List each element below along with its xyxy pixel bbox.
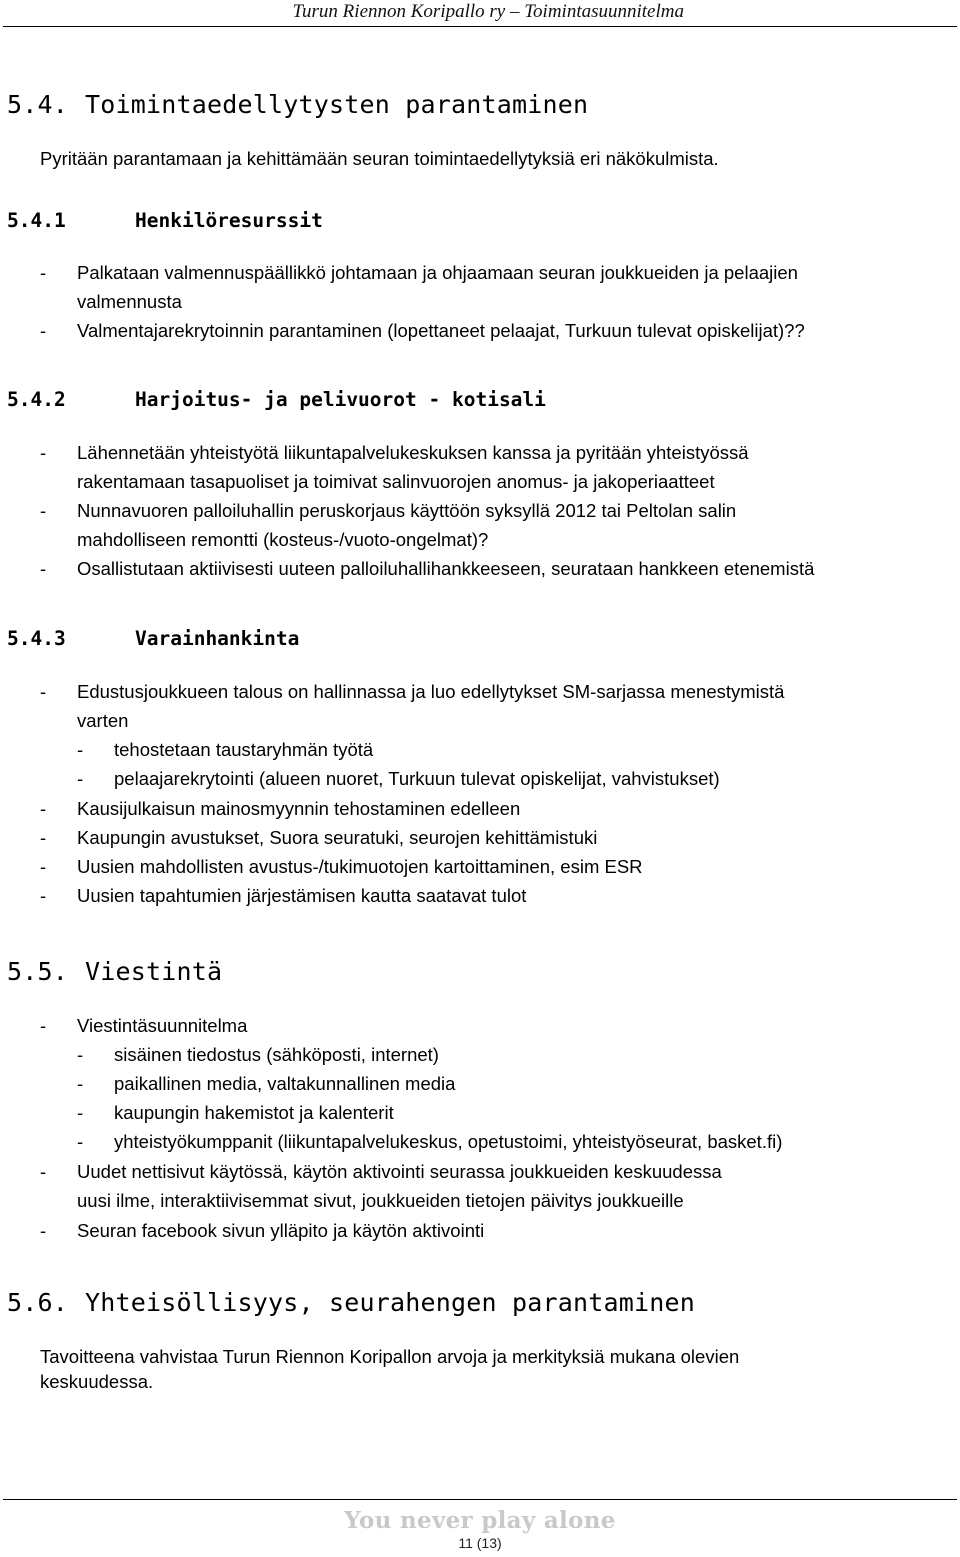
list-item-text: Uusien tapahtumien järjestämisen kautta saatavat tulot — [77, 885, 527, 906]
header-divider — [3, 26, 957, 27]
list-item-text: Palkataan valmennuspäällikkö johtamaan ja ohjaamaan seuran joukkueiden ja pelaajien — [77, 262, 798, 283]
list-item-text: Lähennetään yhteistyötä liikuntapalvelukeskuksen kanssa ja pyritään yhteistyössä — [77, 442, 749, 463]
section-number: 5.4.3 — [7, 627, 66, 650]
list-item-text: kaupungin hakemistot ja kalenterit — [114, 1102, 394, 1123]
section-heading-5-4-2 — [7, 388, 546, 411]
section-title: Viestintä — [85, 957, 223, 986]
footer-divider — [3, 1499, 957, 1500]
running-header-title: Turun Riennon Koripallo ry – Toimintasuunnitelma — [292, 1, 684, 22]
bullet-dash: - — [40, 442, 47, 463]
section-number: 5.4.2 — [7, 388, 66, 411]
section-number: 5.4. — [7, 90, 69, 119]
bullet-dash: - — [77, 1102, 84, 1123]
bullet-dash: - — [77, 1131, 84, 1152]
bullet-dash: - — [40, 1220, 47, 1241]
list-item-text: Kausijulkaisun mainosmyynnin tehostaminen edelleen — [77, 798, 521, 819]
bullet-dash: - — [40, 320, 47, 341]
page-footer — [0, 1497, 960, 1557]
list-item-text: Valmentajarekrytoinnin parantaminen (lopettaneet pelaajat, Turkuun tulevat opiskelijat)?? — [77, 320, 805, 341]
list-item-text: Viestintäsuunnitelma — [77, 1015, 248, 1036]
list-item-text: varten — [77, 710, 129, 731]
list-item-text: uusi ilme, interaktiivisemmat sivut, joukkueiden tietojen päivitys joukkueille — [77, 1190, 684, 1211]
bullet-dash: - — [40, 798, 47, 819]
bullet-dash: - — [77, 739, 84, 760]
bullet-dash: - — [40, 856, 47, 877]
section-heading-5-4 — [7, 90, 588, 119]
section-heading-5-5 — [7, 957, 222, 986]
section-title: Toimintaedellytysten parantaminen — [85, 90, 589, 119]
page-number: 11 (13) — [458, 1535, 502, 1551]
section-title: Yhteisöllisyys, seurahengen parantaminen — [85, 1288, 696, 1317]
section-title: Varainhankinta — [135, 627, 300, 650]
bullet-dash: - — [77, 768, 84, 789]
list-item-text: sisäinen tiedostus (sähköposti, internet) — [114, 1044, 439, 1065]
list-item-text: Uudet nettisivut käytössä, käytön aktivointi seurassa joukkueiden keskuudessa — [77, 1161, 722, 1182]
list-item-text: rakentamaan tasapuoliset ja toimivat salinvuorojen anomus- ja jakoperiaatteet — [77, 471, 715, 492]
bullet-dash: - — [40, 827, 47, 848]
section-heading-5-4-3 — [7, 627, 299, 650]
section-paragraph: keskuudessa. — [40, 1371, 154, 1392]
list-item-text: Nunnavuoren palloiluhallin peruskorjaus käyttöön syksyllä 2012 tai Peltolan salin — [77, 500, 737, 521]
list-item-text: tehostetaan taustaryhmän työtä — [114, 739, 374, 760]
section-heading-5-4-1 — [7, 209, 323, 232]
section-number: 5.4.1 — [7, 209, 66, 232]
bullet-dash: - — [40, 681, 47, 702]
bullet-dash: - — [40, 262, 47, 283]
section-title: Henkilöresurssit — [135, 209, 323, 232]
running-header — [0, 0, 960, 24]
list-item-text: Uusien mahdollisten avustus-/tukimuotojen kartoittaminen, esim ESR — [77, 856, 643, 877]
bullet-dash: - — [40, 885, 47, 906]
list-item-text: yhteistyökumppanit (liikuntapalvelukeskus, opetustoimi, yhteistyöseurat, basket.fi) — [114, 1131, 783, 1152]
bullet-dash: - — [40, 1015, 47, 1036]
section-title: Harjoitus- ja pelivuorot - kotisali — [135, 388, 546, 411]
bullet-dash: - — [40, 1161, 47, 1182]
list-item-text: paikallinen media, valtakunnallinen media — [114, 1073, 456, 1094]
list-item-text: valmennusta — [77, 291, 182, 312]
footer-motto: You never play alone — [344, 1507, 616, 1534]
bullet-dash: - — [77, 1073, 84, 1094]
list-item-text: Osallistutaan aktiivisesti uuteen palloiluhallihankkeeseen, seurataan hankkeen etenemistä — [77, 558, 815, 579]
list-item-text: mahdolliseen remontti (kosteus-/vuoto-ongelmat)? — [77, 529, 489, 550]
bullet-dash: - — [77, 1044, 84, 1065]
list-item-text: Edustusjoukkueen talous on hallinnassa ja luo edellytykset SM-sarjassa menestymistä — [77, 681, 785, 702]
list-item-text: Kaupungin avustukset, Suora seuratuki, seurojen kehittämistuki — [77, 827, 598, 848]
section-number: 5.5. — [7, 957, 69, 986]
section-paragraph: Tavoitteena vahvistaa Turun Riennon Koripallon arvoja ja merkityksiä mukana olevien — [40, 1346, 740, 1367]
bullet-dash: - — [40, 500, 47, 521]
section-heading-5-6 — [7, 1288, 695, 1317]
section-number: 5.6. — [7, 1288, 69, 1317]
list-item-text: pelaajarekrytointi (alueen nuoret, Turkuun tulevat opiskelijat, vahvistukset) — [114, 768, 720, 789]
bullet-dash: - — [40, 558, 47, 579]
list-item-text: Seuran facebook sivun ylläpito ja käytön aktivointi — [77, 1220, 485, 1241]
section-intro: Pyritään parantamaan ja kehittämään seuran toimintaedellytyksiä eri näkökulmista. — [40, 148, 719, 169]
